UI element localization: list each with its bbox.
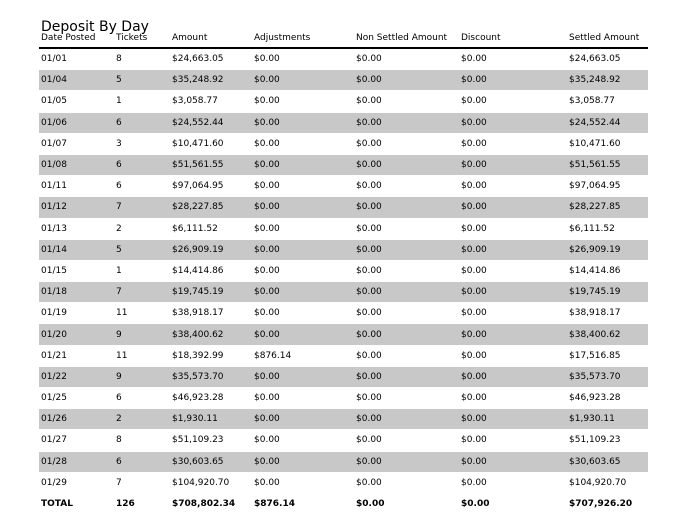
cell-non-settled-amount: $0.00 <box>354 430 459 451</box>
cell-date-posted: 01/05 <box>39 91 114 112</box>
cell-settled-amount: $26,909.19 <box>567 239 648 260</box>
col-amount: Amount <box>170 33 252 48</box>
cell-amount: $35,573.70 <box>170 366 252 387</box>
table-row <box>39 472 648 493</box>
cell-amount: $14,414.86 <box>170 260 252 281</box>
cell-discount: $0.00 <box>459 324 567 345</box>
table-row <box>39 282 648 303</box>
cell-tickets: 3 <box>114 133 170 154</box>
deposit-table <box>39 33 648 514</box>
cell-adjustments: $0.00 <box>252 91 354 112</box>
cell-discount: $0.00 <box>459 345 567 366</box>
cell-tickets: 8 <box>114 430 170 451</box>
cell-amount: $24,552.44 <box>170 112 252 133</box>
cell-non-settled-amount: $0.00 <box>354 48 459 70</box>
cell-date-posted: 01/20 <box>39 324 114 345</box>
cell-amount: $30,603.65 <box>170 451 252 472</box>
table-header-row <box>39 33 648 48</box>
cell-amount: $51,109.23 <box>170 430 252 451</box>
cell-settled-amount: $10,471.60 <box>567 133 648 154</box>
table-row <box>39 430 648 451</box>
cell-non-settled-amount: $0.00 <box>354 345 459 366</box>
cell-settled-amount: $17,516.85 <box>567 345 648 366</box>
cell-adjustments: $0.00 <box>252 388 354 409</box>
cell-discount: $0.00 <box>459 218 567 239</box>
table-row <box>39 112 648 133</box>
cell-tickets: 8 <box>114 48 170 70</box>
cell-discount: $0.00 <box>459 430 567 451</box>
cell-discount: $0.00 <box>459 409 567 430</box>
table-row <box>39 91 648 112</box>
cell-amount: $46,923.28 <box>170 388 252 409</box>
cell-date-posted: 01/25 <box>39 388 114 409</box>
cell-non-settled-amount: $0.00 <box>354 388 459 409</box>
cell-amount: $1,930.11 <box>170 409 252 430</box>
cell-amount: $3,058.77 <box>170 91 252 112</box>
cell-tickets: 1 <box>114 260 170 281</box>
cell-amount: $18,392.99 <box>170 345 252 366</box>
cell-settled-amount: $38,918.17 <box>567 303 648 324</box>
cell-adjustments: $876.14 <box>252 345 354 366</box>
total-label: TOTAL <box>39 493 114 514</box>
cell-tickets: 6 <box>114 451 170 472</box>
cell-adjustments: $0.00 <box>252 260 354 281</box>
cell-adjustments: $0.00 <box>252 282 354 303</box>
cell-tickets: 2 <box>114 218 170 239</box>
cell-discount: $0.00 <box>459 451 567 472</box>
table-row <box>39 388 648 409</box>
cell-discount: $0.00 <box>459 133 567 154</box>
table-row <box>39 48 648 70</box>
cell-adjustments: $0.00 <box>252 451 354 472</box>
cell-adjustments: $0.00 <box>252 197 354 218</box>
cell-settled-amount: $3,058.77 <box>567 91 648 112</box>
cell-date-posted: 01/19 <box>39 303 114 324</box>
cell-non-settled-amount: $0.00 <box>354 176 459 197</box>
cell-adjustments: $0.00 <box>252 366 354 387</box>
cell-non-settled-amount: $0.00 <box>354 133 459 154</box>
cell-adjustments: $0.00 <box>252 112 354 133</box>
total-row <box>39 493 648 514</box>
cell-discount: $0.00 <box>459 176 567 197</box>
table-row <box>39 70 648 91</box>
cell-settled-amount: $28,227.85 <box>567 197 648 218</box>
cell-settled-amount: $51,109.23 <box>567 430 648 451</box>
table-row <box>39 218 648 239</box>
cell-discount: $0.00 <box>459 239 567 260</box>
cell-non-settled-amount: $0.00 <box>354 197 459 218</box>
cell-date-posted: 01/11 <box>39 176 114 197</box>
cell-tickets: 2 <box>114 409 170 430</box>
cell-tickets: 6 <box>114 112 170 133</box>
cell-adjustments: $0.00 <box>252 48 354 70</box>
total-settled-amount: $707,926.20 <box>567 493 648 514</box>
table-body <box>39 48 648 493</box>
cell-date-posted: 01/06 <box>39 112 114 133</box>
cell-adjustments: $0.00 <box>252 70 354 91</box>
cell-settled-amount: $38,400.62 <box>567 324 648 345</box>
cell-date-posted: 01/07 <box>39 133 114 154</box>
cell-non-settled-amount: $0.00 <box>354 70 459 91</box>
table-row <box>39 239 648 260</box>
cell-discount: $0.00 <box>459 91 567 112</box>
cell-tickets: 7 <box>114 282 170 303</box>
cell-non-settled-amount: $0.00 <box>354 112 459 133</box>
cell-non-settled-amount: $0.00 <box>354 260 459 281</box>
cell-non-settled-amount: $0.00 <box>354 303 459 324</box>
cell-tickets: 5 <box>114 239 170 260</box>
cell-date-posted: 01/15 <box>39 260 114 281</box>
cell-settled-amount: $30,603.65 <box>567 451 648 472</box>
cell-tickets: 6 <box>114 388 170 409</box>
cell-date-posted: 01/04 <box>39 70 114 91</box>
cell-amount: $19,745.19 <box>170 282 252 303</box>
cell-date-posted: 01/18 <box>39 282 114 303</box>
col-non-settled-amount: Non Settled Amount <box>354 33 459 48</box>
report-title: Deposit By Day <box>41 19 149 36</box>
table-row <box>39 133 648 154</box>
cell-tickets: 6 <box>114 154 170 175</box>
cell-discount: $0.00 <box>459 260 567 281</box>
cell-settled-amount: $24,663.05 <box>567 48 648 70</box>
cell-date-posted: 01/27 <box>39 430 114 451</box>
cell-amount: $10,471.60 <box>170 133 252 154</box>
cell-amount: $26,909.19 <box>170 239 252 260</box>
cell-tickets: 11 <box>114 303 170 324</box>
cell-amount: $6,111.52 <box>170 218 252 239</box>
cell-discount: $0.00 <box>459 112 567 133</box>
cell-non-settled-amount: $0.00 <box>354 239 459 260</box>
cell-amount: $38,400.62 <box>170 324 252 345</box>
cell-date-posted: 01/29 <box>39 472 114 493</box>
cell-adjustments: $0.00 <box>252 324 354 345</box>
cell-adjustments: $0.00 <box>252 176 354 197</box>
cell-amount: $24,663.05 <box>170 48 252 70</box>
cell-adjustments: $0.00 <box>252 133 354 154</box>
cell-adjustments: $0.00 <box>252 303 354 324</box>
cell-date-posted: 01/26 <box>39 409 114 430</box>
cell-adjustments: $0.00 <box>252 409 354 430</box>
table-row <box>39 345 648 366</box>
cell-non-settled-amount: $0.00 <box>354 409 459 430</box>
cell-date-posted: 01/14 <box>39 239 114 260</box>
cell-adjustments: $0.00 <box>252 218 354 239</box>
cell-adjustments: $0.00 <box>252 154 354 175</box>
cell-date-posted: 01/28 <box>39 451 114 472</box>
cell-tickets: 5 <box>114 70 170 91</box>
cell-tickets: 7 <box>114 472 170 493</box>
cell-settled-amount: $35,573.70 <box>567 366 648 387</box>
cell-date-posted: 01/22 <box>39 366 114 387</box>
cell-tickets: 9 <box>114 366 170 387</box>
cell-adjustments: $0.00 <box>252 472 354 493</box>
table-row <box>39 260 648 281</box>
cell-amount: $38,918.17 <box>170 303 252 324</box>
col-date-posted: Date Posted <box>39 33 114 48</box>
cell-adjustments: $0.00 <box>252 239 354 260</box>
cell-non-settled-amount: $0.00 <box>354 366 459 387</box>
cell-date-posted: 01/01 <box>39 48 114 70</box>
table-row <box>39 324 648 345</box>
table-row <box>39 366 648 387</box>
cell-non-settled-amount: $0.00 <box>354 218 459 239</box>
table-row <box>39 409 648 430</box>
cell-date-posted: 01/08 <box>39 154 114 175</box>
col-discount: Discount <box>459 33 567 48</box>
total-amount: $708,802.34 <box>170 493 252 514</box>
total-discount: $0.00 <box>459 493 567 514</box>
cell-settled-amount: $35,248.92 <box>567 70 648 91</box>
cell-tickets: 6 <box>114 176 170 197</box>
cell-non-settled-amount: $0.00 <box>354 91 459 112</box>
table-row <box>39 154 648 175</box>
table-row <box>39 451 648 472</box>
cell-discount: $0.00 <box>459 48 567 70</box>
col-tickets: Tickets <box>114 33 170 48</box>
cell-amount: $28,227.85 <box>170 197 252 218</box>
cell-settled-amount: $6,111.52 <box>567 218 648 239</box>
total-tickets: 126 <box>114 493 170 514</box>
cell-non-settled-amount: $0.00 <box>354 472 459 493</box>
cell-discount: $0.00 <box>459 154 567 175</box>
cell-discount: $0.00 <box>459 472 567 493</box>
cell-non-settled-amount: $0.00 <box>354 451 459 472</box>
cell-date-posted: 01/21 <box>39 345 114 366</box>
cell-amount: $35,248.92 <box>170 70 252 91</box>
cell-amount: $51,561.55 <box>170 154 252 175</box>
col-settled-amount: Settled Amount <box>567 33 648 48</box>
cell-tickets: 9 <box>114 324 170 345</box>
cell-settled-amount: $1,930.11 <box>567 409 648 430</box>
cell-discount: $0.00 <box>459 366 567 387</box>
cell-settled-amount: $14,414.86 <box>567 260 648 281</box>
table-row <box>39 176 648 197</box>
cell-discount: $0.00 <box>459 303 567 324</box>
col-adjustments: Adjustments <box>252 33 354 48</box>
cell-settled-amount: $19,745.19 <box>567 282 648 303</box>
cell-discount: $0.00 <box>459 70 567 91</box>
table-row <box>39 197 648 218</box>
cell-settled-amount: $24,552.44 <box>567 112 648 133</box>
cell-adjustments: $0.00 <box>252 430 354 451</box>
cell-date-posted: 01/12 <box>39 197 114 218</box>
total-adjustments: $876.14 <box>252 493 354 514</box>
cell-amount: $97,064.95 <box>170 176 252 197</box>
total-non-settled-amount: $0.00 <box>354 493 459 514</box>
cell-date-posted: 01/13 <box>39 218 114 239</box>
cell-non-settled-amount: $0.00 <box>354 324 459 345</box>
cell-tickets: 7 <box>114 197 170 218</box>
table-row <box>39 303 648 324</box>
cell-tickets: 1 <box>114 91 170 112</box>
cell-settled-amount: $104,920.70 <box>567 472 648 493</box>
cell-discount: $0.00 <box>459 282 567 303</box>
cell-discount: $0.00 <box>459 388 567 409</box>
cell-settled-amount: $97,064.95 <box>567 176 648 197</box>
cell-settled-amount: $46,923.28 <box>567 388 648 409</box>
cell-amount: $104,920.70 <box>170 472 252 493</box>
cell-discount: $0.00 <box>459 197 567 218</box>
cell-tickets: 11 <box>114 345 170 366</box>
cell-settled-amount: $51,561.55 <box>567 154 648 175</box>
cell-non-settled-amount: $0.00 <box>354 154 459 175</box>
cell-non-settled-amount: $0.00 <box>354 282 459 303</box>
